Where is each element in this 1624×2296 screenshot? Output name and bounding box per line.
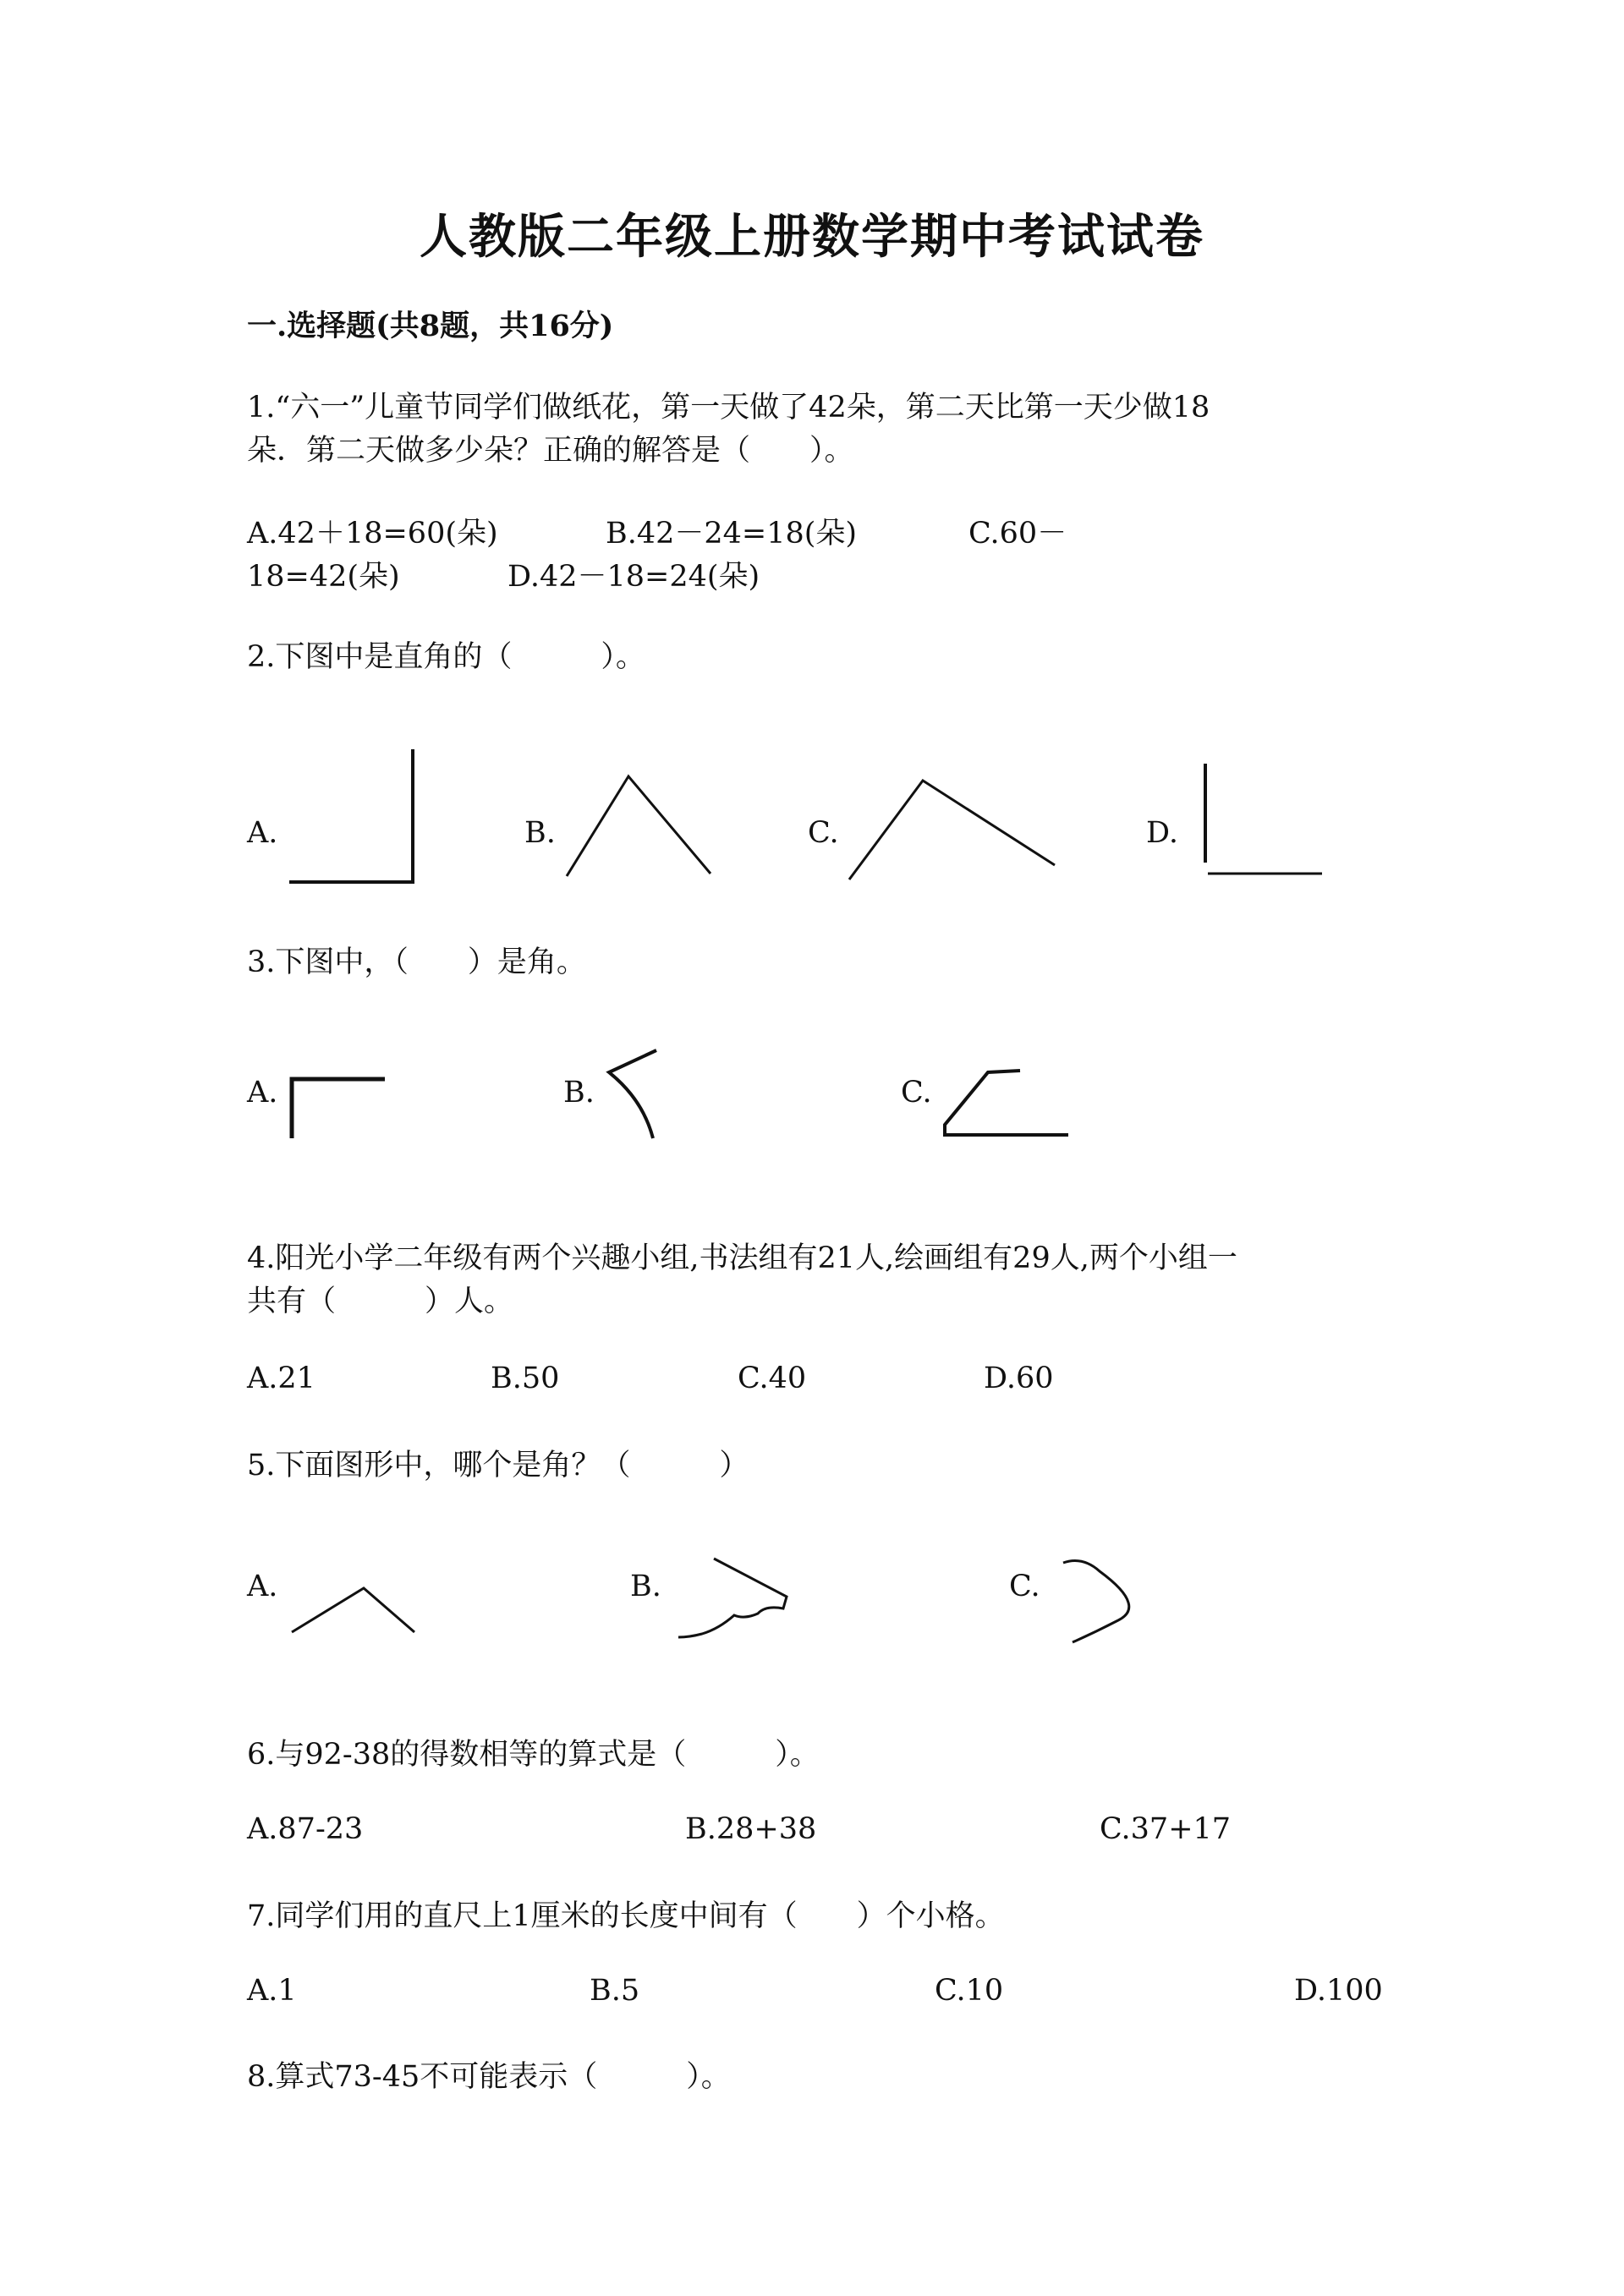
q7-option-a[interactable]: A.1 [247, 1974, 297, 2008]
q5-option-b[interactable]: B. [630, 1570, 661, 1603]
q3-option-a[interactable]: A. [247, 1076, 278, 1110]
q1-option-d[interactable]: D.42－18=24(朵) [508, 560, 760, 594]
q5-figure-c [0, 0, 1, 1]
q2-option-c[interactable]: C. [808, 816, 839, 850]
question-4-line-1: 4.阳光小学二年级有两个兴趣小组,书法组有21人,绘画组有29人,两个小组一 [247, 1241, 1237, 1275]
q3-option-b[interactable]: B. [563, 1076, 595, 1110]
q1-option-a[interactable]: A.42＋18=60(朵) [247, 517, 498, 551]
question-5-line-1: 5.下面图形中，哪个是角？（ ） [247, 1449, 749, 1482]
question-1-line-2: 朵．第二天做多少朵？正确的解答是（ ）。 [247, 434, 854, 468]
q7-option-c[interactable]: C.10 [935, 1974, 1004, 2008]
q6-option-c[interactable]: C.37+17 [1100, 1812, 1232, 1846]
question-7-line-1: 7.同学们用的直尺上1厘米的长度中间有（ ）个小格。 [247, 1899, 1005, 1933]
q4-option-a[interactable]: A.21 [247, 1362, 315, 1395]
question-1-line-1: 1.“六一”儿童节同学们做纸花，第一天做了42朵，第二天比第一天少做18 [247, 391, 1210, 425]
q4-option-c[interactable]: C.40 [738, 1362, 807, 1395]
question-2-line-1: 2.下图中是直角的（ ）。 [247, 640, 645, 674]
q2-option-b[interactable]: B. [524, 816, 556, 850]
q4-option-d[interactable]: D.60 [984, 1362, 1054, 1395]
q1-option-c-cont: 18=42(朵) [247, 560, 400, 594]
q6-option-b[interactable]: B.28+38 [685, 1812, 817, 1846]
question-4-line-2: 共有（ ）人。 [247, 1285, 514, 1318]
q4-option-b[interactable]: B.50 [491, 1362, 560, 1395]
q6-option-a[interactable]: A.87-23 [247, 1812, 364, 1846]
q2-option-d[interactable]: D. [1146, 816, 1178, 850]
question-6-line-1: 6.与92-38的得数相等的算式是（ ）。 [247, 1738, 820, 1772]
question-3-line-1: 3.下图中，（ ）是角。 [247, 945, 586, 979]
q7-option-d[interactable]: D.100 [1294, 1974, 1383, 2008]
section-heading: 一.选择题(共8题，共16分) [247, 309, 614, 343]
q5-option-a[interactable]: A. [247, 1570, 278, 1603]
q1-option-b[interactable]: B.42－24=18(朵) [606, 517, 858, 551]
q1-option-c[interactable]: C.60－ [968, 517, 1067, 551]
q5-option-c[interactable]: C. [1009, 1570, 1040, 1603]
q3-option-c[interactable]: C. [901, 1076, 932, 1110]
q7-option-b[interactable]: B.5 [590, 1974, 640, 2008]
question-8-line-1: 8.算式73-45不可能表示（ ）。 [247, 2060, 731, 2094]
page-title: 人教版二年级上册数学期中考试试卷 [420, 209, 1204, 265]
q2-option-a[interactable]: A. [247, 816, 278, 850]
